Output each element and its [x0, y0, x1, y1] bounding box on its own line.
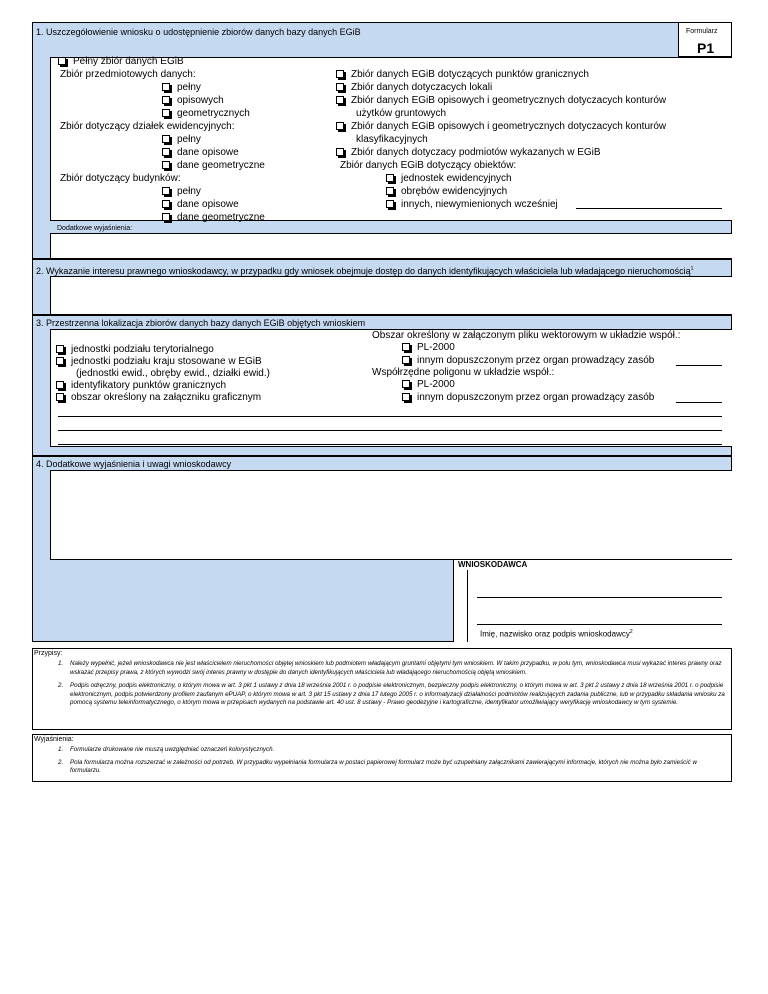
option-label: Zbiór danych EGiB dotyczący obiektów:	[340, 160, 517, 171]
option-geometrycznych[interactable]	[162, 108, 250, 120]
option-label: Zbiór dotyczący budynków:	[60, 173, 181, 184]
explanation-2	[58, 759, 726, 776]
option-label: pełny	[177, 186, 201, 197]
signature-label-text: Imię, nazwisko oraz podpis wnioskodawcy	[480, 629, 630, 639]
option-obrebow-ewidencyjnych[interactable]	[386, 186, 507, 198]
extra-explanations-label: Dodatkowe wyjaśnienia:	[57, 225, 133, 232]
applicant-name-line[interactable]	[477, 597, 722, 598]
option-label: dane geometryczne	[177, 212, 265, 223]
option-zbior-danych-egib-opisowych-i-geometrycz[interactable]	[336, 95, 666, 107]
option-opisowych[interactable]	[162, 95, 224, 107]
option-jednostki-podzialu-kraju-stosowane-w-egi[interactable]	[56, 356, 262, 368]
option-label: jednostki podziału terytorialnego	[71, 344, 214, 355]
option-pelny-zbior-danych-egib[interactable]	[58, 56, 184, 68]
option-label: pełny	[177, 134, 201, 145]
option-label: PL-2000	[417, 379, 455, 390]
option-innym-dopuszczonym-przez-organ-prowadzac[interactable]	[402, 392, 654, 404]
option-label: Pełny zbiór danych EGiB	[73, 56, 184, 67]
signature-line[interactable]	[477, 624, 722, 625]
applicant-title: WNIOSKODAWCA	[458, 560, 528, 569]
option-zbior-danych-dotyczacy-podmiotow-wykazan[interactable]	[336, 147, 601, 159]
option-label: pełny	[177, 82, 201, 93]
footnote-2-text: Podpis odręczny, podpis elektroniczny, o którym mowa w art. 3 pkt 1 ustawy z dnia 18 września 2001 r. o podpisie elektronicznym, bezpieczny podpis elektroniczny, o którym mowa w art. 3 pkt 2 ustawy z dnia 18 września 2001 r. o podpisie elektronicznym, podpis potwierdzony profilem zaufanym ePUAP, o którym mowa w art. 3 pkt 15 ustawy z dnia 17 lutego 2005 r. o informatyzacji działalności podmiotów realizujących zadania publiczne, lub w przypadku składania wniosku za pomocą systemu teleinformatycznego, o którym mowa w przepisach wydanych na podstawie art. 40 ust. 8 ustawy - Prawo geodezyjne i kartograficzne, identyfikator umożliwiający weryfikację wnioskodawcy w tym systemie.	[70, 682, 725, 706]
option-label: Zbiór danych EGiB dotyczących punktów granicznych	[351, 69, 589, 80]
option-dane-opisowe[interactable]	[162, 147, 239, 159]
footnote-ref-2: 2	[629, 629, 633, 635]
applicant-left-rule	[467, 570, 468, 642]
extra-explanations-field[interactable]	[50, 233, 732, 259]
other-objects-input[interactable]	[576, 208, 722, 209]
footnote-2-num: 2.	[58, 682, 64, 689]
checkbox[interactable]	[162, 213, 170, 221]
option-label: jednostek ewidencyjnych	[401, 173, 512, 184]
legal-interest-field[interactable]	[50, 276, 732, 315]
label-zbior-dotyczacy-budynkow	[60, 173, 181, 185]
location-line-3[interactable]	[58, 444, 722, 445]
option-label: Zbiór danych EGiB opisowych i geometrycznych dotyczacych konturów	[351, 121, 667, 132]
option-zbior-danych-dotyczacych-lokali[interactable]	[336, 82, 492, 94]
form-label: Formularz	[686, 28, 718, 35]
checkbox[interactable]	[336, 96, 344, 104]
option-dane-geometryczne[interactable]	[162, 160, 265, 172]
checkbox[interactable]	[162, 187, 170, 195]
checkbox[interactable]	[402, 393, 410, 401]
option-label: dane opisowe	[177, 147, 239, 158]
option-label: klasyfikacyjnych	[356, 134, 428, 145]
checkbox[interactable]	[386, 187, 394, 195]
option-label: obrębów ewidencyjnych	[401, 186, 508, 197]
checkbox[interactable]	[386, 174, 394, 182]
label-klasyfikacyjnych	[356, 134, 428, 146]
option-label: użytków gruntowych	[356, 108, 447, 119]
option-label: geometrycznych	[177, 108, 250, 119]
label-uzytkow-gruntowych	[356, 108, 446, 120]
option-obszar-okreslony-na-zalaczniku-graficzny[interactable]	[56, 392, 261, 404]
option-label: opisowych	[177, 95, 224, 106]
option-innych-niewymienionych-wczesniej[interactable]	[386, 199, 558, 211]
checkbox[interactable]	[336, 83, 344, 91]
checkbox[interactable]	[402, 356, 410, 364]
option-dane-opisowe[interactable]	[162, 199, 239, 211]
checkbox[interactable]	[162, 200, 170, 208]
option-label: Zbiór danych dotyczacy podmiotów wykazanych w EGiB	[351, 147, 601, 158]
footnotes-list	[58, 660, 726, 708]
explanation-2-num: 2.	[58, 758, 64, 766]
option-label: Zbiór danych dotyczacych lokali	[351, 82, 493, 93]
section-4-header: 4. Dodatkowe wyjaśnienia i uwagi wnioskodawcy	[36, 459, 232, 469]
checkbox[interactable]	[336, 70, 344, 78]
checkbox[interactable]	[162, 83, 170, 91]
signature-label	[480, 627, 633, 640]
explanations-title: Wyjaśnienia:	[34, 736, 74, 743]
option-label: Zbiór przedmiotowych danych:	[60, 69, 196, 80]
option-label: Zbiór danych EGiB opisowych i geometrycznych dotyczacych konturów	[351, 95, 667, 106]
explanation-1	[58, 746, 726, 755]
checkbox[interactable]	[56, 393, 64, 401]
checkbox[interactable]	[162, 109, 170, 117]
checkbox[interactable]	[162, 135, 170, 143]
checkbox[interactable]	[386, 200, 394, 208]
checkbox[interactable]	[402, 343, 410, 351]
option-jednostek-ewidencyjnych[interactable]	[386, 173, 512, 185]
footnote-1	[58, 660, 726, 677]
checkbox[interactable]	[56, 345, 64, 353]
checkbox[interactable]	[336, 122, 344, 130]
label-zbior-dotyczacy-dzialek-ewidencyjnych	[60, 121, 235, 133]
explanations-list	[58, 746, 726, 776]
label-jednostki-ewid-obreby-ewid-dzialki-ewid	[76, 368, 270, 380]
option-label: innym dopuszczonym przez organ prowadzący zasób	[417, 392, 655, 403]
explanation-2-text: Pola formularza można rozszerzać w zależności od potrzeb. W przypadku wypełniania formularza w postaci papierowej formularz może być uzupełniany załącznikami zawierającymi informacje, których nie można było zamieścić w formularzu.	[70, 758, 697, 774]
footnote-1-num: 1.	[58, 660, 64, 667]
label-obszar-okreslony-w-zalaczonym-pliku-wekt	[372, 330, 680, 342]
footnote-ref-1: 1	[690, 266, 694, 272]
option-zbior-danych-egib-opisowych-i-geometrycz[interactable]	[336, 121, 666, 133]
checkbox[interactable]	[162, 161, 170, 169]
location-line-1[interactable]	[58, 416, 722, 417]
option-pelny[interactable]	[162, 186, 201, 198]
option-label: obszar określony na załączniku graficznym	[71, 392, 262, 403]
footnote-2	[58, 682, 726, 708]
footnotes-title: Przypisy:	[34, 650, 63, 657]
option-pelny[interactable]	[162, 82, 201, 94]
checkbox[interactable]	[162, 148, 170, 156]
checkbox[interactable]	[56, 357, 64, 365]
location-line-2[interactable]	[58, 430, 722, 431]
option-label: Zbiór dotyczący działek ewidencyjnych:	[60, 121, 235, 132]
option-pl-2000[interactable]	[402, 342, 455, 354]
option-identyfikatory-punktow-granicznych[interactable]	[56, 380, 226, 392]
option-jednostki-podzialu-terytorialnego[interactable]	[56, 344, 214, 356]
other-system-input-1[interactable]	[676, 365, 722, 366]
explanation-1-text: Formularze drukowane nie muszą uwzględniać oznaczeń kolorystycznych.	[70, 746, 275, 753]
option-label: Obszar określony w załączonym pliku wektorowym w układzie współ.:	[372, 330, 681, 341]
explanation-1-num: 1.	[58, 746, 64, 753]
option-pl-2000[interactable]	[402, 379, 455, 391]
option-label: PL-2000	[417, 342, 455, 353]
other-system-input-2[interactable]	[676, 402, 722, 403]
option-dane-geometryczne[interactable]	[162, 212, 265, 224]
option-label: dane geometryczne	[177, 160, 265, 171]
label-zbior-danych-egib-dotyczacy-obiektow	[340, 160, 516, 172]
checkbox[interactable]	[58, 57, 66, 65]
option-pelny[interactable]	[162, 134, 201, 146]
option-label: Współrzędne poligonu w układzie współ.:	[372, 367, 555, 378]
footnote-1-text: Należy wypełnić, jeżeli wnioskodawca nie jest właścicielem nieruchomości objętej wnioskiem lub podmiotem władającym gruntami objętymi tym wnioskiem. W takim przypadku, w polu tym, wnioskodawca musi wykazać interes prawny oraz wskazać przepisy prawa, z których wywodzi swój interes prawny w dostępie do danych identyfikujących właściciela lub władającego nieruchomością objętą wnioskiem.	[70, 660, 722, 676]
form-code: P1	[697, 40, 715, 56]
option-label: dane opisowe	[177, 199, 239, 210]
section-2-header-text: 2. Wykazanie interesu prawnego wnioskodawcy, w przypadku gdy wniosek obejmuje dostęp do danych identyfikujących właściciela lub władającego nieruchomością	[36, 266, 691, 276]
remarks-field[interactable]	[50, 470, 732, 560]
section-1-header: 1. Uszczegółowienie wniosku o udostępnienie zbiorów danych bazy danych EGiB	[36, 27, 361, 37]
option-label: identyfikatory punktów granicznych	[71, 380, 227, 391]
option-label: innych, niewymienionych wcześniej	[401, 199, 558, 210]
option-label: innym dopuszczonym przez organ prowadzący zasób	[417, 355, 655, 366]
checkbox[interactable]	[162, 96, 170, 104]
option-label: (jednostki ewid., obręby ewid., działki ewid.)	[76, 368, 270, 379]
option-innym-dopuszczonym-przez-organ-prowadzac[interactable]	[402, 355, 654, 367]
label-wspolrzedne-poligonu-w-ukladzie-wspol	[372, 367, 554, 379]
section-3-header: 3. Przestrzenna lokalizacja zbiorów danych bazy danych EGiB objętych wnioskiem	[36, 318, 366, 328]
checkbox[interactable]	[56, 381, 64, 389]
checkbox[interactable]	[336, 148, 344, 156]
label-zbior-przedmiotowych-danych	[60, 69, 196, 81]
checkbox[interactable]	[402, 380, 410, 388]
option-label: jednostki podziału kraju stosowane w EGiB	[71, 356, 262, 367]
option-zbior-danych-egib-dotyczacych-punktow-gr[interactable]	[336, 69, 589, 81]
